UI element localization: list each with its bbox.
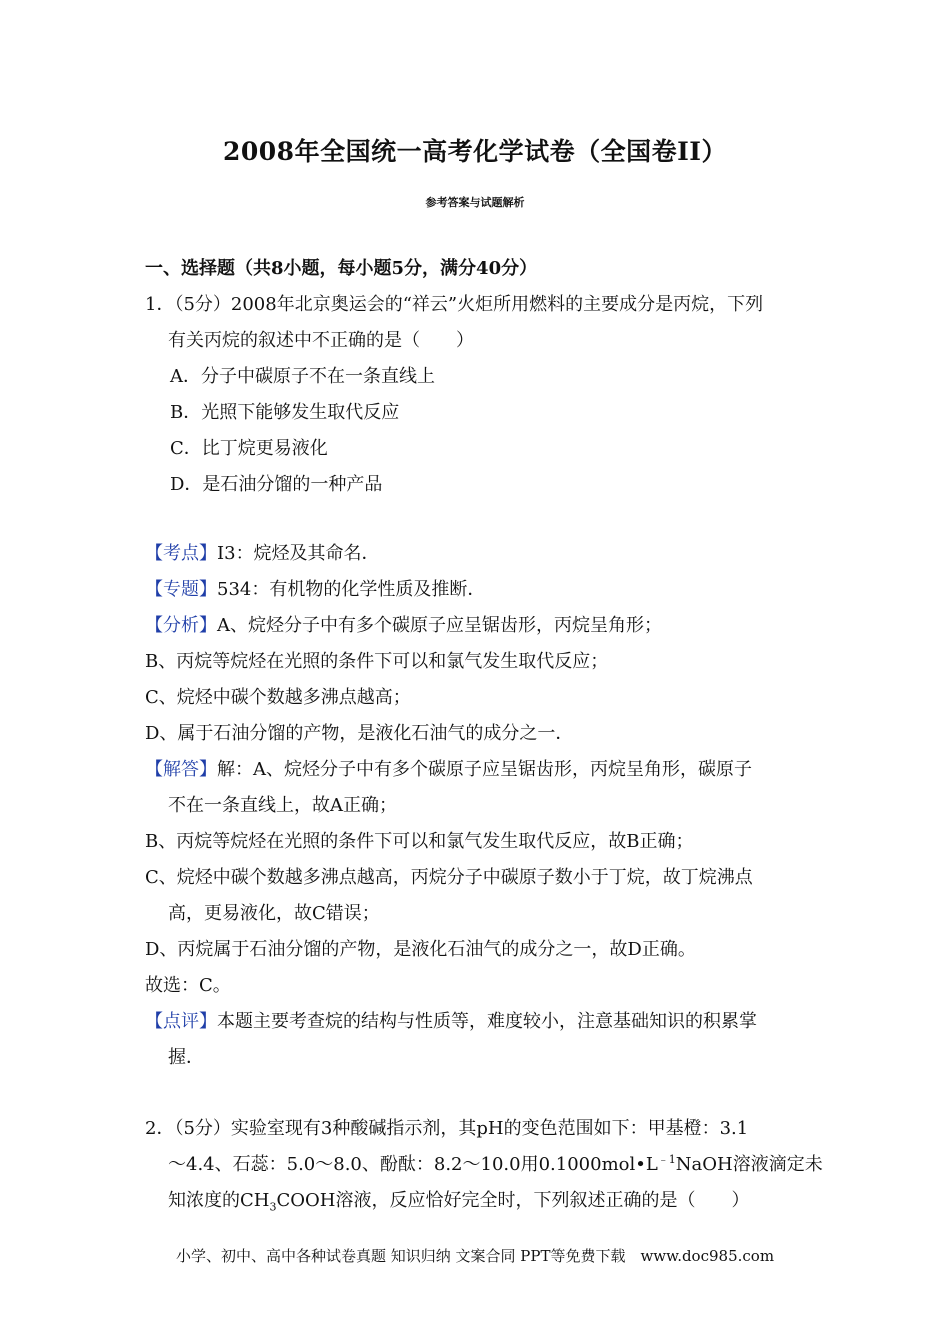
zhuanti-text: 534：有机物的化学性质及推断． bbox=[217, 579, 486, 600]
dianping-tag: 【点评】 bbox=[145, 1011, 217, 1032]
q2-line3-part-b: COOH溶液，反应恰好完全时，下列叙述正确的是（ ） bbox=[276, 1190, 750, 1211]
fenxi-d: D、属于石油分馏的产物，是液化石油气的成分之一． bbox=[145, 723, 574, 744]
answer-line: 故选：C。 bbox=[145, 975, 231, 996]
q2-line2-part-b: NaOH溶液滴定未 bbox=[675, 1154, 823, 1175]
zhuanti-line bbox=[145, 577, 485, 603]
question-1-option-c: C．比丁烷更易液化 bbox=[170, 438, 328, 459]
page-footer: 小学、初中、高中各种试卷真题 知识归纳 文案合同 PPT等免费下载 www.doc985.com bbox=[175, 1247, 775, 1265]
jieda-c1: C、烷烃中碳个数越多沸点越高，丙烷分子中碳原子数小于丁烷，故丁烷沸点 bbox=[145, 867, 753, 888]
q2-line3-part-a: 知浓度的CH bbox=[168, 1190, 270, 1211]
fenxi-b: B、丙烷等烷烃在光照的条件下可以和氯气发生取代反应； bbox=[145, 651, 609, 672]
q2-line3-subscript: 3 bbox=[269, 1200, 277, 1214]
jieda-line bbox=[145, 757, 752, 783]
kaodian-line bbox=[145, 541, 380, 567]
jieda-d: D、丙烷属于石油分馏的产物，是液化石油气的成分之一，故D正确。 bbox=[145, 939, 696, 960]
question-1-option-b: B．光照下能够发生取代反应 bbox=[170, 402, 400, 423]
fenxi-tag: 【分析】 bbox=[145, 615, 217, 636]
fenxi-c: C、烷烃中碳个数越多沸点越高； bbox=[145, 687, 411, 708]
dianping-line bbox=[145, 1009, 757, 1035]
kaodian-tag: 【考点】 bbox=[145, 543, 217, 564]
question-1-option-a: A．分子中碳原子不在一条直线上 bbox=[170, 366, 435, 387]
jieda-c2: 高，更易液化，故C错误； bbox=[168, 903, 380, 924]
jieda-b: B、丙烷等烷烃在光照的条件下可以和氯气发生取代反应，故B正确； bbox=[145, 831, 694, 852]
question-1-option-d: D．是石油分馏的一种产品 bbox=[170, 474, 383, 495]
q2-line2-part-a: ～4.4、石蕊：5.0～8.0、酚酞：8.2～10.0用0.1000mol•L bbox=[168, 1154, 658, 1175]
dianping-text2: 握． bbox=[168, 1047, 204, 1068]
section-heading: 一、选择题（共8小题，每小题5分，满分40分） bbox=[145, 258, 538, 279]
page-subtitle: 参考答案与试题解析 bbox=[425, 196, 525, 209]
question-1-stem-line1: 1．（5分）2008年北京奥运会的“祥云”火炬所用燃料的主要成分是丙烷，下列 bbox=[145, 294, 764, 315]
page-title: 2008年全国统一高考化学试卷（全国卷II） bbox=[223, 137, 727, 166]
zhuanti-tag: 【专题】 bbox=[145, 579, 217, 600]
question-1-stem-line2: 有关丙烷的叙述中不正确的是（ ） bbox=[168, 330, 474, 351]
q2-line2-superscript: ﹣1 bbox=[657, 1153, 676, 1166]
dianping-text: 本题主要考查烷的结构与性质等，难度较小，注意基础知识的积累掌 bbox=[217, 1011, 757, 1032]
jieda-tag: 【解答】 bbox=[145, 759, 217, 780]
jieda-a2: 不在一条直线上，故A正确； bbox=[168, 795, 397, 816]
question-2-stem-line3 bbox=[168, 1188, 749, 1214]
fenxi-line bbox=[145, 613, 662, 639]
question-2-stem-line1: 2．（5分）实验室现有3种酸碱指示剂，其pH的变色范围如下：甲基橙：3.1 bbox=[145, 1118, 749, 1139]
jieda-text: 解：A、烷烃分子中有多个碳原子应呈锯齿形，丙烷呈角形，碳原子 bbox=[217, 759, 752, 780]
question-2-stem-line2 bbox=[168, 1152, 823, 1178]
fenxi-text: A、烷烃分子中有多个碳原子应呈锯齿形，丙烷呈角形； bbox=[217, 615, 662, 636]
kaodian-text: I3：烷烃及其命名． bbox=[217, 543, 380, 564]
